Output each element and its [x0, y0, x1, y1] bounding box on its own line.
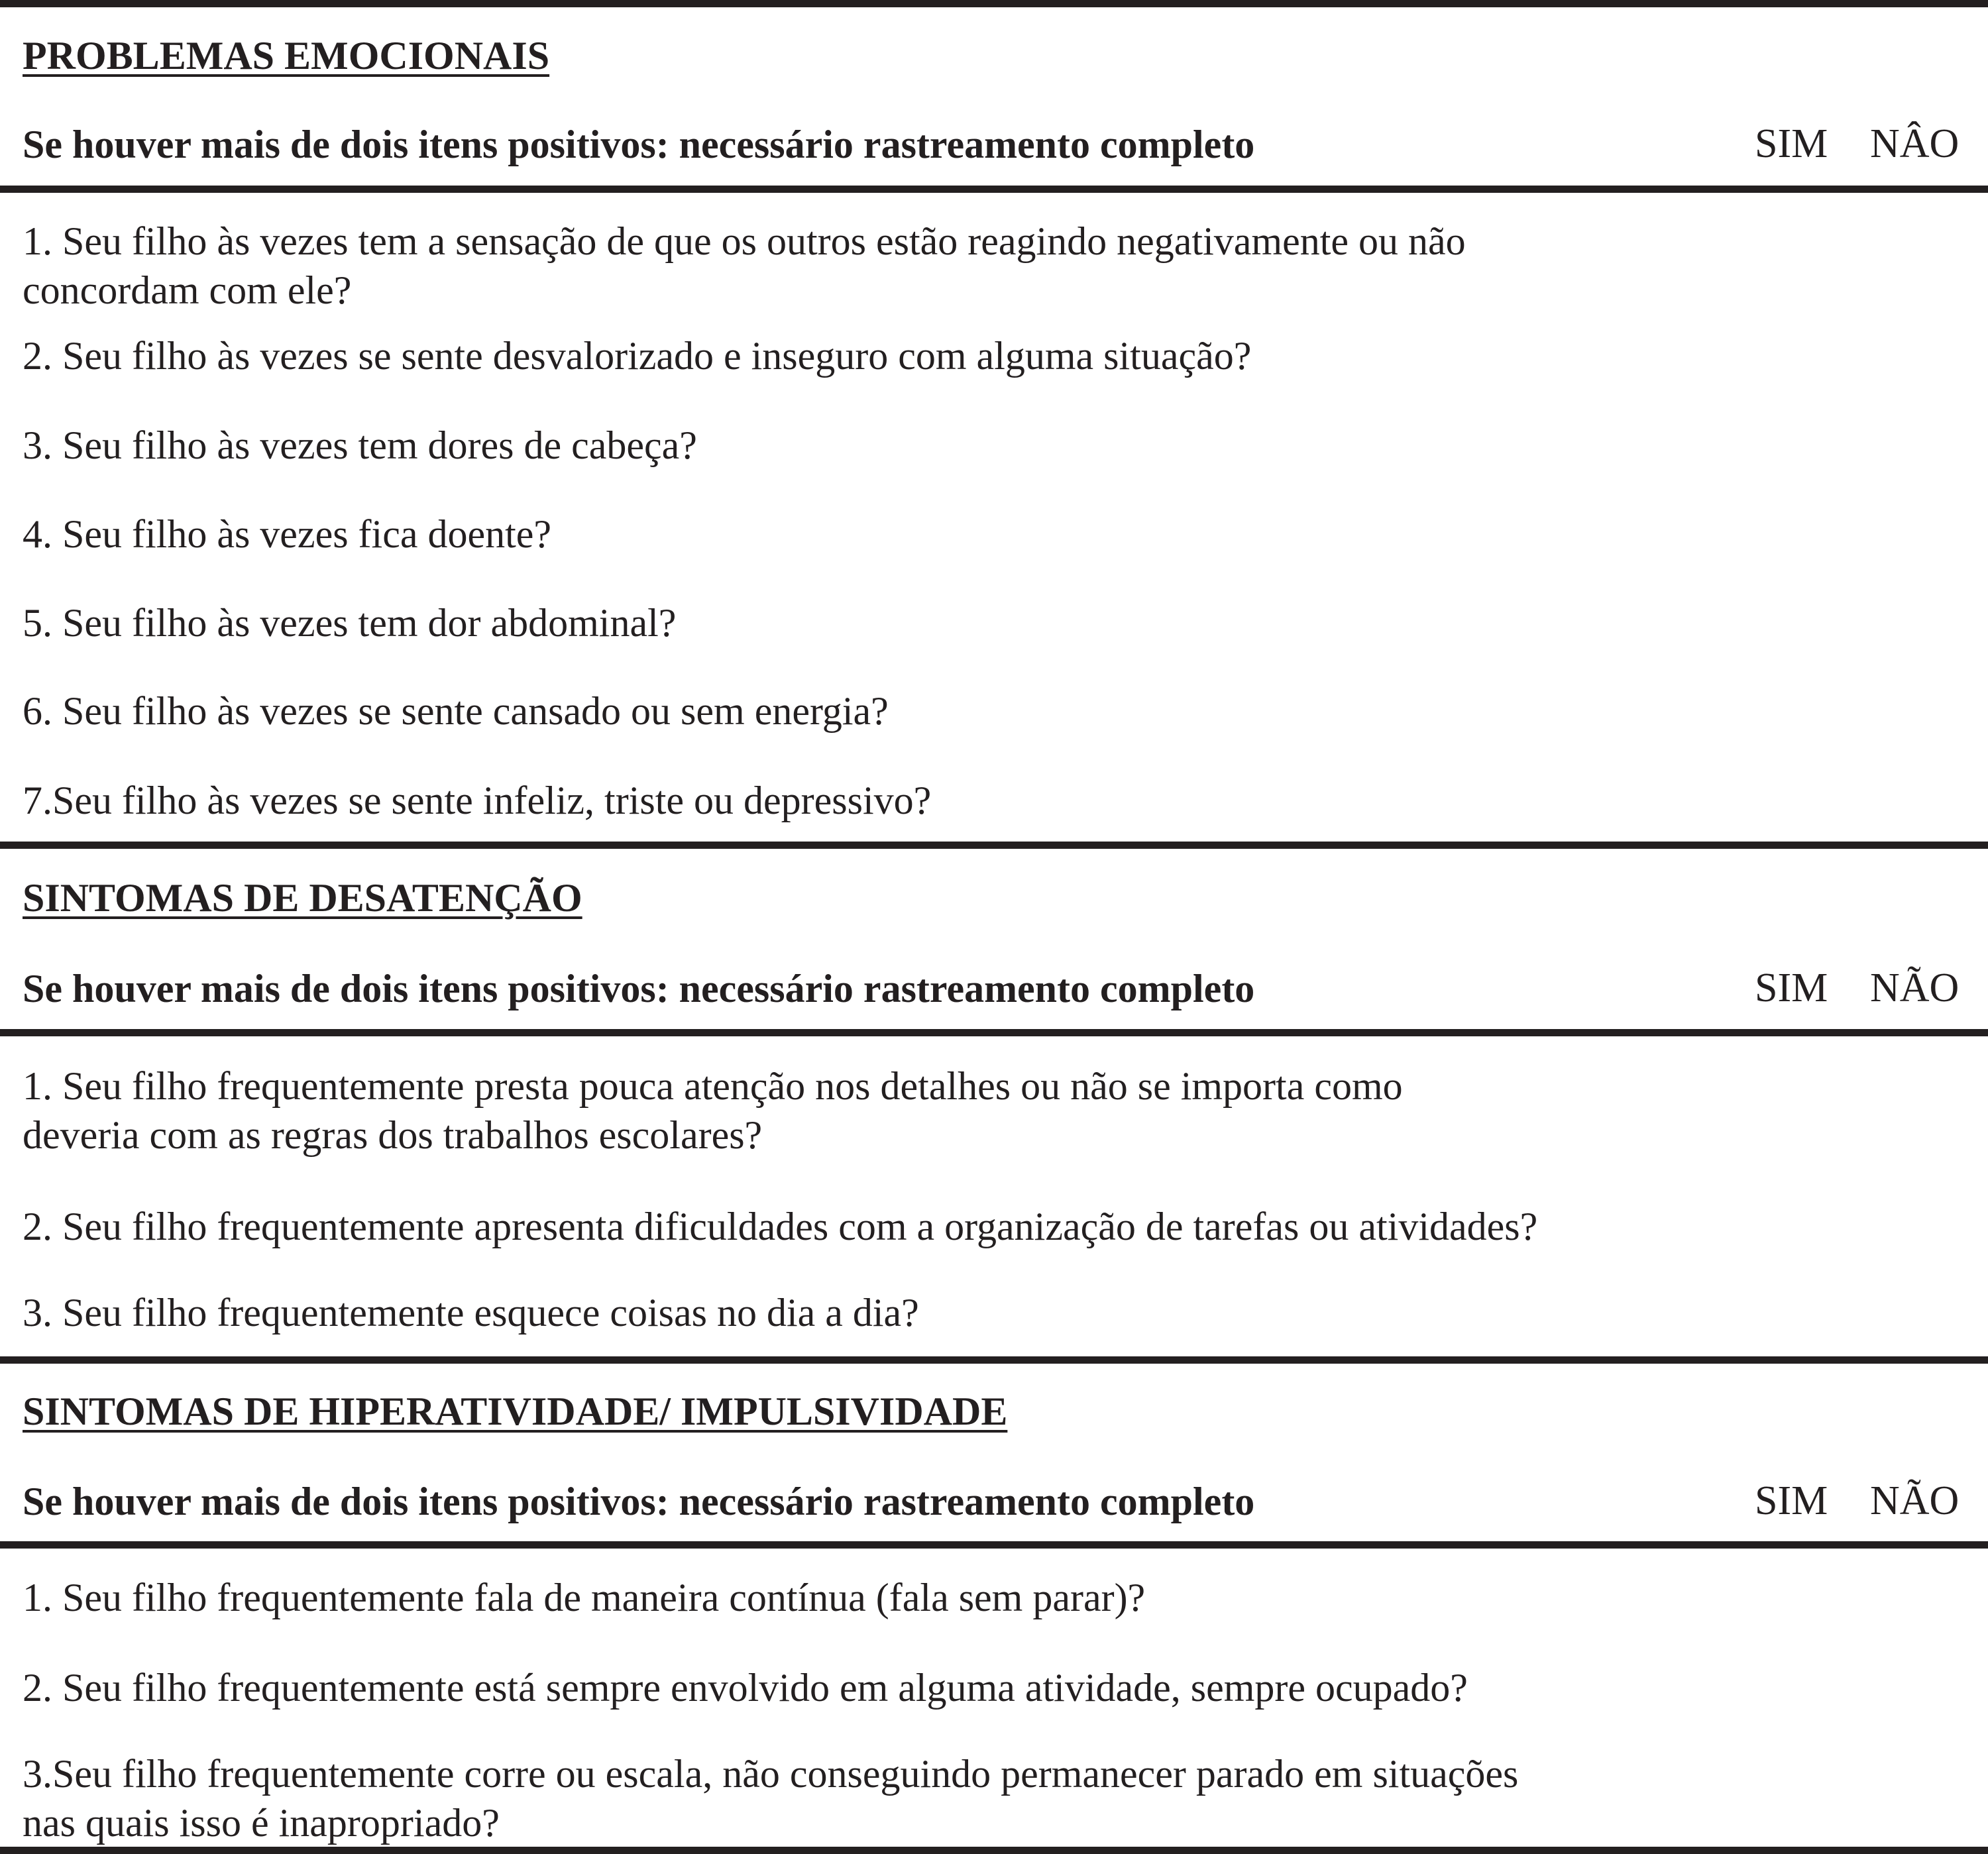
- question-item: 3. Seu filho frequentemente esquece coisas no dia a dia?: [23, 1291, 919, 1335]
- column-header-sim: SIM: [1755, 1478, 1828, 1523]
- question-text-line: 1. Seu filho frequentemente presta pouca atenção nos detalhes ou não se importa como: [23, 1064, 1403, 1108]
- section-title-desatencao: SINTOMAS DE DESATENÇÃO: [23, 876, 582, 920]
- section-header-rule: [0, 186, 1988, 193]
- section-instruction: Se houver mais de dois itens positivos: necessário rastreamento completo: [23, 123, 1255, 166]
- bottom-rule: [0, 1847, 1988, 1854]
- question-text-line: concordam com ele?: [23, 268, 352, 312]
- section-instruction: Se houver mais de dois itens positivos: necessário rastreamento completo: [23, 1480, 1255, 1523]
- question-item: 6. Seu filho às vezes se sente cansado ou sem energia?: [23, 689, 889, 733]
- question-item: [23, 1749, 1518, 1847]
- question-text-line: 3.Seu filho frequentemente corre ou escala, não conseguindo permanecer parado em situações: [23, 1752, 1519, 1796]
- question-item: [23, 217, 1466, 315]
- question-item: 1. Seu filho frequentemente fala de maneira contínua (fala sem parar)?: [23, 1576, 1146, 1619]
- question-item: 5. Seu filho às vezes tem dor abdominal?: [23, 601, 677, 645]
- section-title-emocionais: PROBLEMAS EMOCIONAIS: [23, 34, 550, 78]
- question-text-line: 1. Seu filho às vezes tem a sensação de que os outros estão reagindo negativamente ou não: [23, 219, 1466, 263]
- top-rule: [0, 0, 1988, 7]
- column-header-nao: NÂO: [1870, 121, 1960, 166]
- section-header-rule: [0, 1029, 1988, 1036]
- section-title-hiperatividade: SINTOMAS DE HIPERATIVIDADE/ IMPULSIVIDADE: [23, 1390, 1008, 1433]
- column-header-nao: NÃO: [1870, 965, 1960, 1010]
- section-instruction: Se houver mais de dois itens positivos: necessário rastreamento completo: [23, 967, 1255, 1010]
- section-divider-rule: [0, 1356, 1988, 1364]
- question-text-line: deveria com as regras dos trabalhos escolares?: [23, 1113, 763, 1157]
- column-header-nao: NÃO: [1870, 1478, 1960, 1523]
- question-text-line: nas quais isso é inapropriado?: [23, 1801, 500, 1845]
- column-header-sim: SIM: [1755, 121, 1828, 166]
- section-header-rule: [0, 1541, 1988, 1549]
- question-item: 4. Seu filho às vezes fica doente?: [23, 512, 552, 556]
- question-item: 2. Seu filho frequentemente está sempre envolvido em alguma atividade, sempre ocupado?: [23, 1666, 1468, 1710]
- question-item: 3. Seu filho às vezes tem dores de cabeça?: [23, 423, 697, 467]
- section-divider-rule: [0, 842, 1988, 849]
- question-item: 7.Seu filho às vezes se sente infeliz, triste ou depressivo?: [23, 779, 932, 822]
- question-item: 2. Seu filho às vezes se sente desvalorizado e inseguro com alguma situação?: [23, 334, 1252, 378]
- question-item: 2. Seu filho frequentemente apresenta dificuldades com a organização de tarefas ou atividades?: [23, 1205, 1538, 1248]
- column-header-sim: SIM: [1755, 965, 1828, 1010]
- question-item: [23, 1062, 1403, 1160]
